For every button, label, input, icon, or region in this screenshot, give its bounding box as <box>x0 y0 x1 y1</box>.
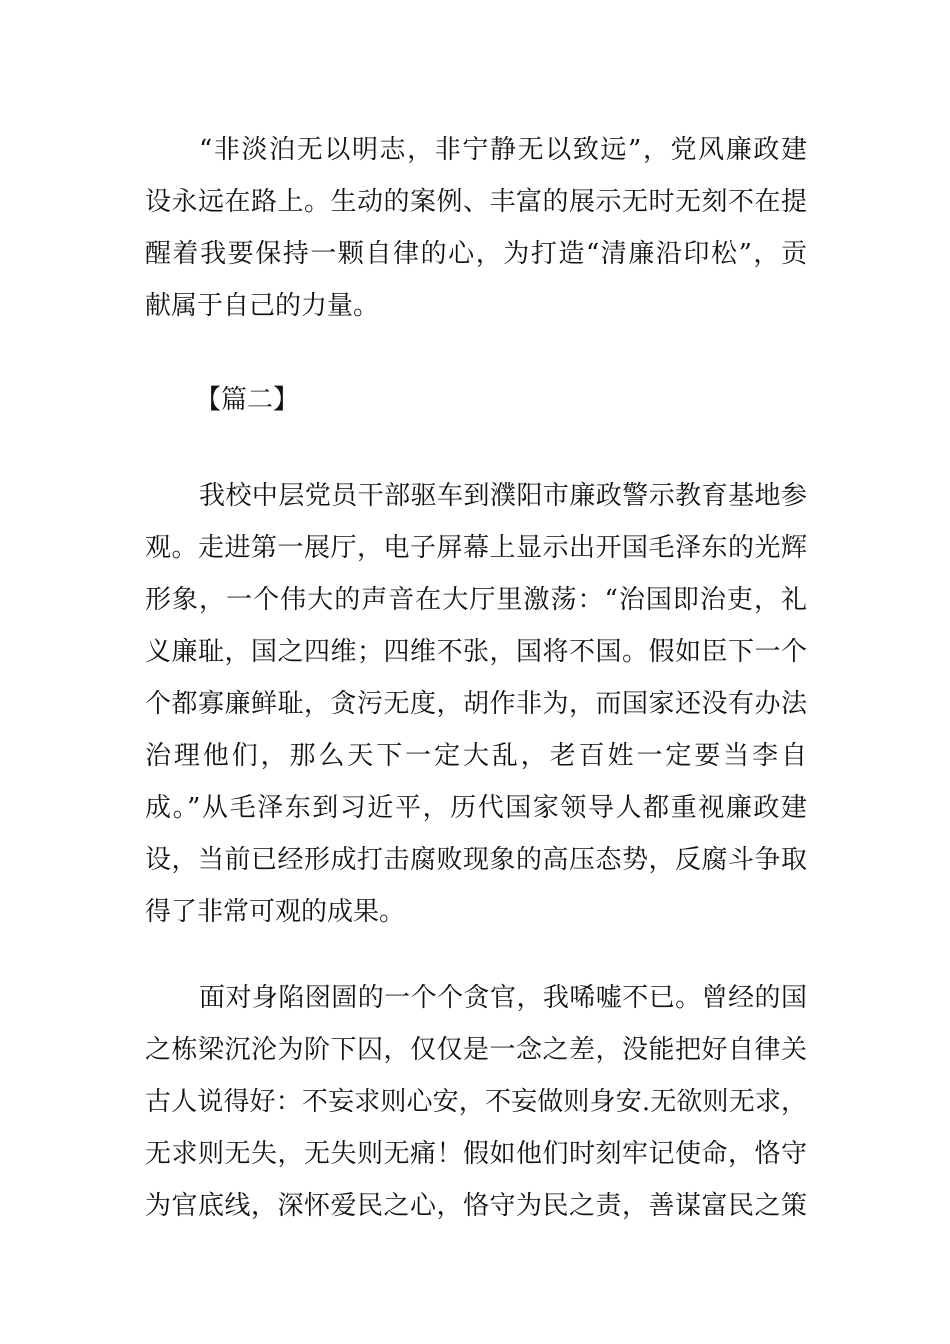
paragraph-3-line-5: 为官底线，深怀爱民之心，恪守为民之责，善谋富民之策 <box>145 1191 807 1221</box>
paragraph-1-line-3: 醒着我要保持一颗自律的心，为打造“清廉沿印松”，贡 <box>145 239 807 269</box>
paragraph-1-line-2: 设永远在路上。生动的案例、丰富的展示无时无刻不在提 <box>145 187 807 217</box>
paragraph-2-line-7: 成。”从毛泽东到习近平，历代国家领导人都重视廉政建 <box>145 793 807 823</box>
paragraph-3-line-1: 面对身陷囹圄的一个个贪官，我唏嘘不已。曾经的国 <box>199 983 807 1013</box>
paragraph-3-line-2: 之栋梁沉沦为阶下囚，仅仅是一念之差，没能把好自律关 <box>145 1035 807 1065</box>
paragraph-2-line-4: 义廉耻，国之四维；四维不张，国将不国。假如臣下一个 <box>145 637 807 667</box>
section-heading: 【篇二】 <box>195 385 300 415</box>
paragraph-2-line-9: 得了非常可观的成果。 <box>145 897 406 927</box>
paragraph-2-line-5: 个都寡廉鲜耻，贪污无度，胡作非为，而国家还没有办法 <box>145 689 807 719</box>
paragraph-1-line-1: “非淡泊无以明志，非宁静无以致远”，党风廉政建 <box>199 135 807 165</box>
paragraph-3-line-3: 古人说得好：不妄求则心安，不妄做则身安.无欲则无求， <box>145 1087 807 1117</box>
paragraph-2-line-1: 我校中层党员干部驱车到濮阳市廉政警示教育基地参 <box>199 481 807 511</box>
paragraph-3-line-4: 无求则无失，无失则无痛！假如他们时刻牢记使命，恪守 <box>145 1139 807 1169</box>
paragraph-1-line-4: 献属于自己的力量。 <box>145 291 380 321</box>
paragraph-2-line-2: 观。走进第一展厅，电子屏幕上显示出开国毛泽东的光辉 <box>145 533 807 563</box>
paragraph-2-line-8: 设，当前已经形成打击腐败现象的高压态势，反腐斗争取 <box>145 845 807 875</box>
paragraph-2-line-6: 治理他们，那么天下一定大乱，老百姓一定要当李自 <box>145 741 807 771</box>
paragraph-2-line-3: 形象，一个伟大的声音在大厅里激荡：“治国即治吏，礼 <box>145 585 807 615</box>
